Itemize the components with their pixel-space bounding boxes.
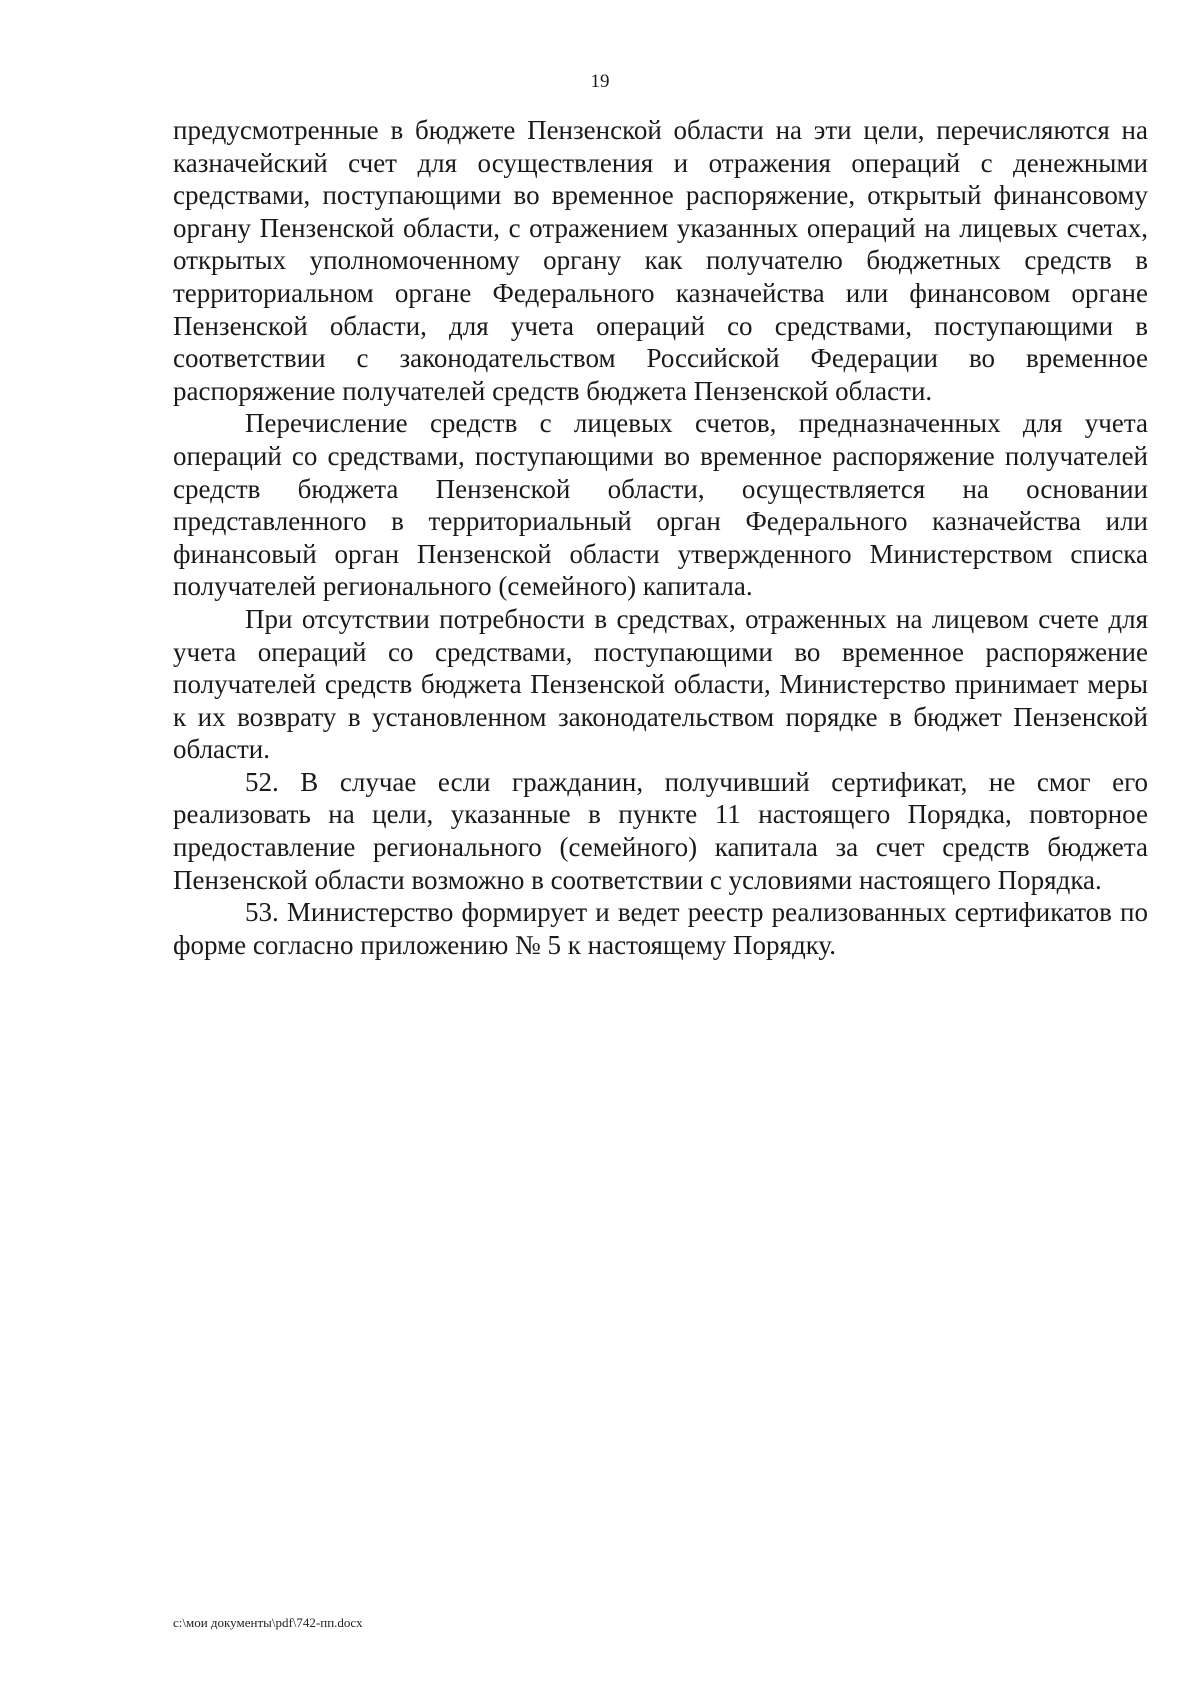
paragraph-continuation: предусмотренные в бюджете Пензенской области на эти цели, перечисляются на казначейский счет для осуществления и отражения операций с денежными средствами, поступающими во временное распоряжение, открытый финансовому органу Пензенской области, с отражением указанных операций на лицевых счетах, открытых уполномоченному органу как получателю бюджетных средств в территориальном органе Федерального казначейства или финансовом органе Пензенской области, для учета операций со средствами, поступающими в соответствии с законодательством Российской Федерации во временное распоряжение получателей средств бюджета Пензенской области. [173,115,1148,406]
footer-file-path: c:\мои документы\pdf\742-пп.docx [173,1615,363,1630]
document-body [173,114,1148,961]
paragraph-clause-52: 52. В случае если гражданин, получивший сертификат, не смог его реализовать на цели, указанные в пункте 11 настоящего Порядка, повторное предоставление регионального (семейного) капитала за счет средств бюджета Пензенской области возможно в соответствии с условиями настоящего Порядка. [173,766,1148,895]
paragraph-transfer: Перечисление средств с лицевых счетов, предназначенных для учета операций со средствами, поступающими во временное распоряжение получателей средств бюджета Пензенской области, осуществляется на основании представленного в территориальный орган Федерального казначейства или финансовый орган Пензенской области утвержденного Министерством списка получателей регионального (семейного) капитала. [173,408,1148,602]
page-number: 19 [590,71,610,92]
paragraph-refund: При отсутствии потребности в средствах, отраженных на лицевом счете для учета операций со средствами, поступающими во временное распоряжение получателей средств бюджета Пензенской области, Министерство принимает меры к их возврату в установленном законодательством порядке в бюджет Пензенской области. [173,603,1148,765]
paragraph-clause-53: 53. Министерство формирует и ведет реестр реализованных сертификатов по форме согласно приложению № 5 к настоящему Порядку. [173,897,1148,960]
